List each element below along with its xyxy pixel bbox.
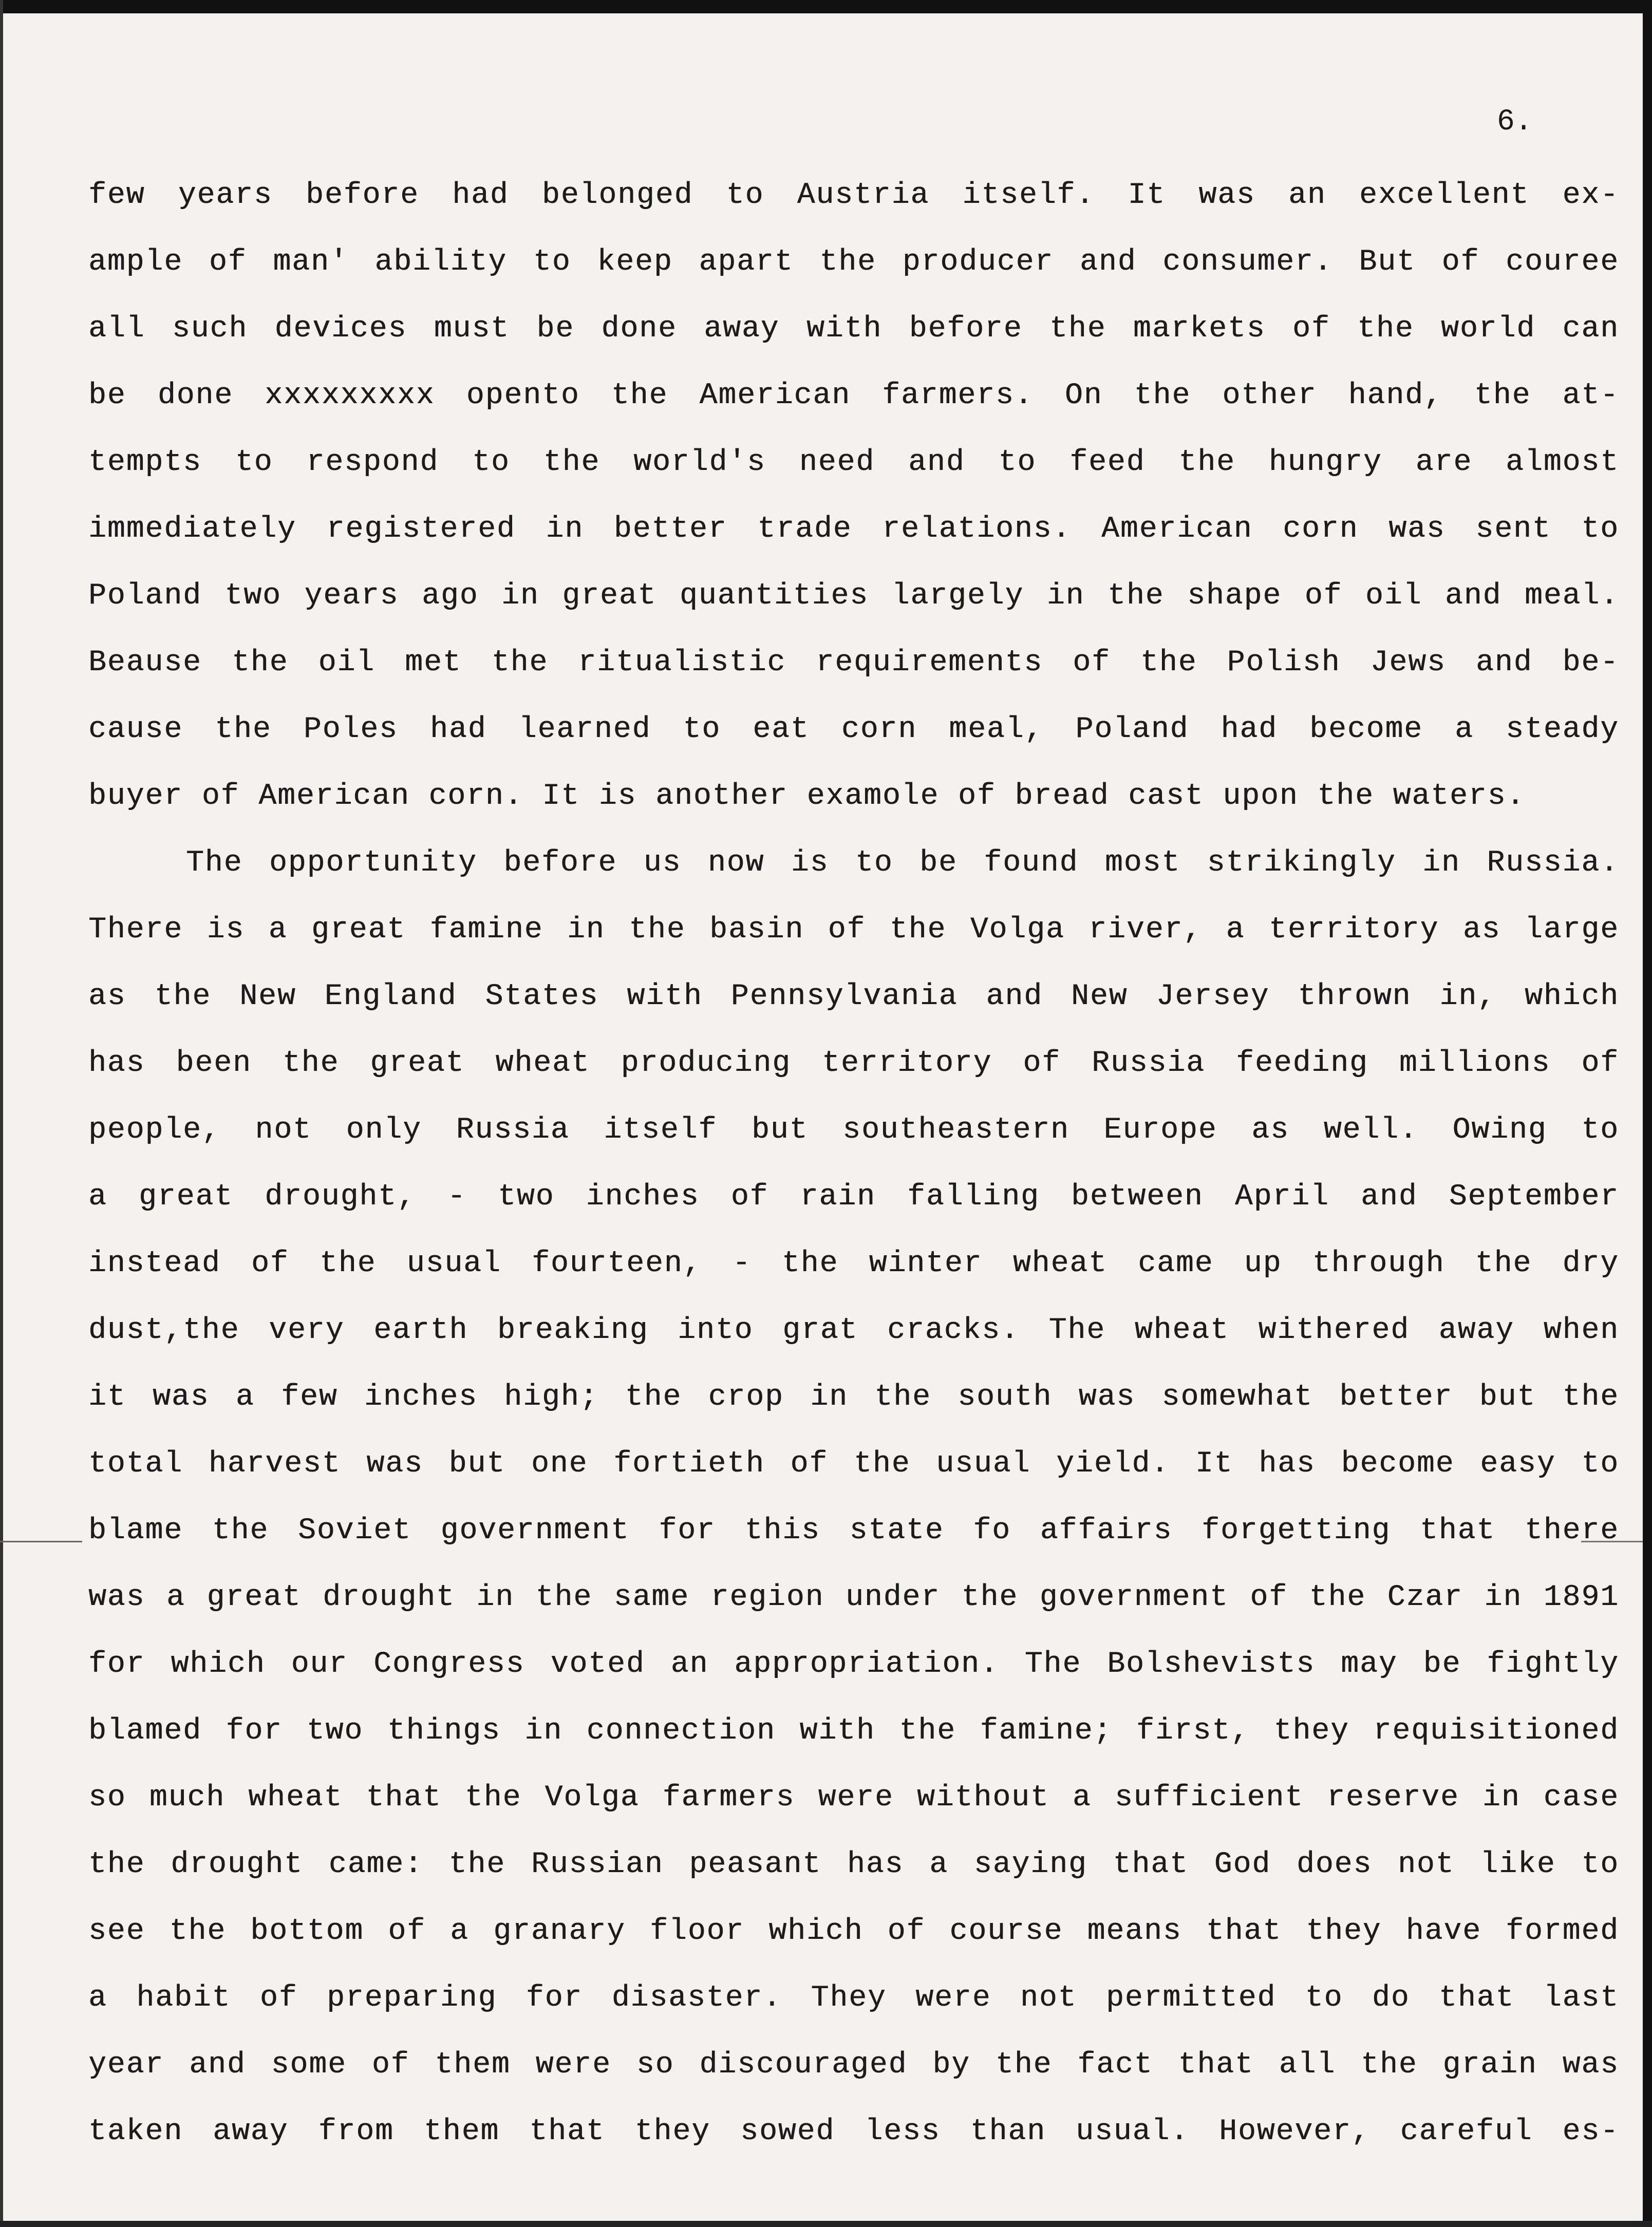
paragraph-first-line: The opportunity before us now is to be found most strikingly in Russia. <box>186 846 1619 880</box>
text-line: be done xxxxxxxxx opento the American farmers. On the other hand, the at- <box>88 379 1619 412</box>
text-line: a great drought, - two inches of rain falling between April and September <box>88 1180 1619 1214</box>
text-line: taken away from them that they sowed less than usual. However, careful es- <box>88 2115 1619 2148</box>
text-line: Poland two years ago in great quantities largely in the shape of oil and meal. <box>88 579 1619 613</box>
text-line: it was a few inches high; the crop in the south was somewhat better but the <box>88 1381 1619 1414</box>
text-line: a habit of preparing for disaster. They were not permitted to do that last <box>88 1981 1619 2015</box>
body-text <box>88 162 1619 2165</box>
text-line: the drought came: the Russian peasant has a saying that God does not like to <box>88 1848 1619 1881</box>
scan-border-left <box>0 0 3 2227</box>
text-line: was a great drought in the same region under the government of the Czar in 1891 <box>88 1581 1619 1614</box>
text-line: so much wheat that the Volga farmers were without a sufficient reserve in case <box>88 1781 1619 1815</box>
text-line: see the bottom of a granary floor which of course means that they have formed <box>88 1915 1619 1948</box>
text-line: There is a great famine in the basin of the Volga river, a territory as large <box>88 913 1619 947</box>
text-line: Beause the oil met the ritualistic requirements of the Polish Jews and be- <box>88 646 1619 680</box>
text-line: has been the great wheat producing territory of Russia feeding millions of <box>88 1047 1619 1080</box>
page-number: 6. <box>1497 105 1533 139</box>
scan-border-top <box>0 0 1652 13</box>
text-line: dust,the very earth breaking into grat cracks. The wheat withered away when <box>88 1314 1619 1347</box>
text-line: ample of man' ability to keep apart the producer and consumer. But of couree <box>88 246 1619 279</box>
text-line: buyer of American corn. It is another examole of bread cast upon the waters. <box>88 780 1526 813</box>
text-line: people, not only Russia itself but southeastern Europe as well. Owing to <box>88 1114 1619 1147</box>
text-line: tempts to respond to the world's need and to feed the hungry are almost <box>88 446 1619 479</box>
text-line: year and some of them were so discouraged by the fact that all the grain was <box>88 2048 1619 2082</box>
scan-border-bottom <box>0 2221 1652 2227</box>
text-line: blamed for two things in connection with the famine; first, they requisitioned <box>88 1714 1619 1748</box>
text-line: cause the Poles had learned to eat corn meal, Poland had become a steady <box>88 713 1619 746</box>
text-line: immediately registered in better trade relations. American corn was sent to <box>88 513 1619 546</box>
fold-mark-left <box>0 1541 82 1542</box>
text-line: as the New England States with Pennsylvania and New Jersey thrown in, which <box>88 980 1619 1013</box>
text-line: total harvest was but one fortieth of the usual yield. It has become easy to <box>88 1447 1619 1481</box>
text-line: all such devices must be done away with before the markets of the world can <box>88 312 1619 346</box>
text-line: blame the Soviet government for this state fo affairs forgetting that there <box>88 1514 1619 1547</box>
text-line: few years before had belonged to Austria itself. It was an excellent ex- <box>88 179 1619 212</box>
text-line: instead of the usual fourteen, - the winter wheat came up through the dry <box>88 1247 1619 1280</box>
text-line: for which our Congress voted an appropriation. The Bolshevists may be fightly <box>88 1648 1619 1681</box>
scan-border-right <box>1643 0 1652 2227</box>
